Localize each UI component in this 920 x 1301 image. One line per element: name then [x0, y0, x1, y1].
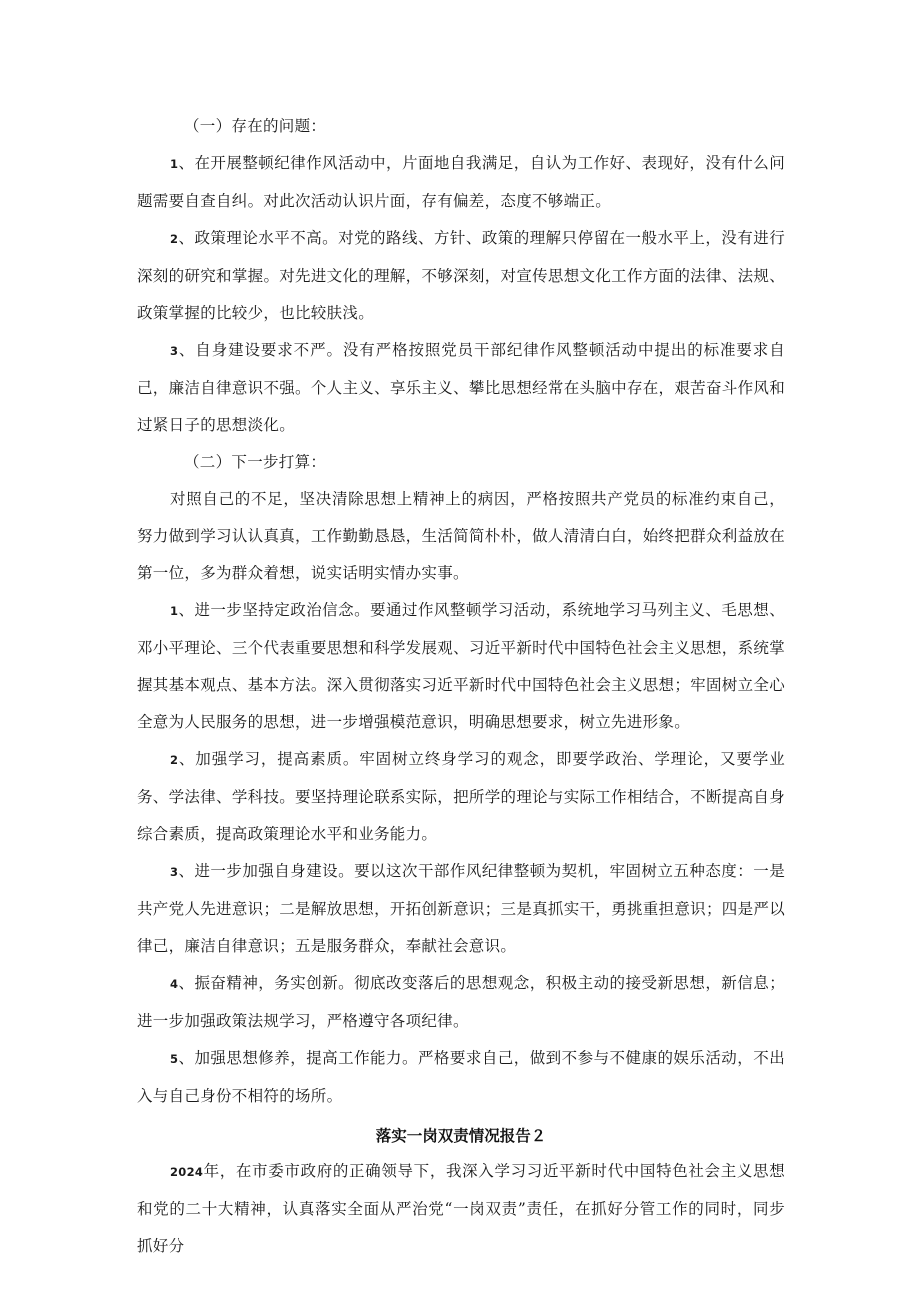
problem-text: 、政策理论水平不高。对党的路线、方针、政策的理解只停留在一般水平上，没有进行深刻的研究和掌握。对先进文化的理解，不够深刻，对宣传思想文化工作方面的法律、法规、政策掌握的比较少，也比较肤浅。: [137, 229, 785, 322]
plan-text: 、加强思想修养，提高工作能力。严格要求自己，做到不参与不健康的娱乐活动，不出入与自己身份不相符的场所。: [137, 1049, 785, 1105]
problem-number: 1: [170, 157, 179, 171]
problem-number: 3: [170, 344, 179, 358]
plan-text: 、振奋精神，务实创新。彻底改变落后的思想观念，积极主动的接受新思想，新信息；进一步加强政策法规学习，严格遵守各项纪律。: [137, 974, 785, 1030]
plan-number: 5: [170, 1052, 179, 1066]
problem-item-2: [137, 220, 785, 332]
report-year: 2024: [170, 1165, 204, 1179]
plan-item-4: [137, 965, 785, 1040]
report-2-text: 年，在市委市政府的正确领导下，我深入学习习近平新时代中国特色社会主义思想和党的二十大精神，认真落实全面从严治党“一岗双责”责任，在抓好分管工作的同时，同步抓好分: [137, 1162, 785, 1255]
plan-number: 4: [170, 977, 179, 991]
report-2-opening: [137, 1153, 785, 1265]
plan-text: 、进一步坚持定政治信念。要通过作风整顿学习活动，系统地学习马列主义、毛思想、邓小平理论、三个代表重要思想和科学发展观、习近平新时代中国特色社会主义思想，系统掌握其基本观点、基本方法。深入贯彻落实习近平新时代中国特色社会主义思想；牢固树立全心全意为人民服务的思想，进一步增强模范意识，明确思想要求，树立先进形象。: [137, 601, 785, 731]
plan-text: 、进一步加强自身建设。要以这次干部作风纪律整顿为契机，牢固树立五种态度：一是共产党人先进意识；二是解放思想，开拓创新意识；三是真抓实干，勇挑重担意识；四是严以律己，廉洁自律意识；五是服务群众，奉献社会意识。: [137, 862, 785, 955]
heading-existing-problems: （一）存在的问题：: [184, 117, 327, 135]
heading-next-steps: （二）下一步打算：: [184, 453, 327, 471]
problem-item-1: [137, 145, 785, 220]
report-2-title: 落实一岗双责情况报告２: [375, 1127, 547, 1145]
problem-text: 、自身建设要求不严。没有严格按照党员干部纪律作风整顿活动中提出的标准要求自己，廉洁自律意识不强。个人主义、享乐主义、攀比思想经常在头脑中存在，艰苦奋斗作风和过紧日子的思想淡化。: [137, 341, 785, 434]
problem-number: 2: [170, 232, 179, 246]
next-steps-intro: 对照自己的不足，坚决清除思想上精神上的病因，严格按照共产党员的标准约束自己，努力做到学习认认真真，工作勤勤恳恳，生活简简朴朴，做人清清白白，始终把群众利益放在第一位，多为群众着想，说实话明实情办实事。: [137, 490, 785, 582]
problem-item-3: [137, 332, 785, 444]
plan-number: 3: [170, 865, 179, 879]
problem-text: 、在开展整顿纪律作风活动中，片面地自我满足，自认为工作好、表现好，没有什么问题需要自查自纠。对此次活动认识片面，存有偏差，态度不够端正。: [137, 154, 785, 210]
plan-item-5: [137, 1040, 785, 1115]
plan-text: 、加强学习，提高素质。牢固树立终身学习的观念，即要学政治、学理论，又要学业务、学法律、学科技。要坚持理论联系实际，把所学的理论与实际工作相结合，不断提高自身综合素质，提高政策理论水平和业务能力。: [137, 750, 785, 843]
document-body: [137, 108, 785, 1265]
plan-number: 2: [170, 753, 179, 767]
plan-item-1: [137, 592, 785, 741]
plan-item-2: [137, 741, 785, 853]
plan-number: 1: [170, 604, 179, 618]
plan-item-3: [137, 853, 785, 965]
